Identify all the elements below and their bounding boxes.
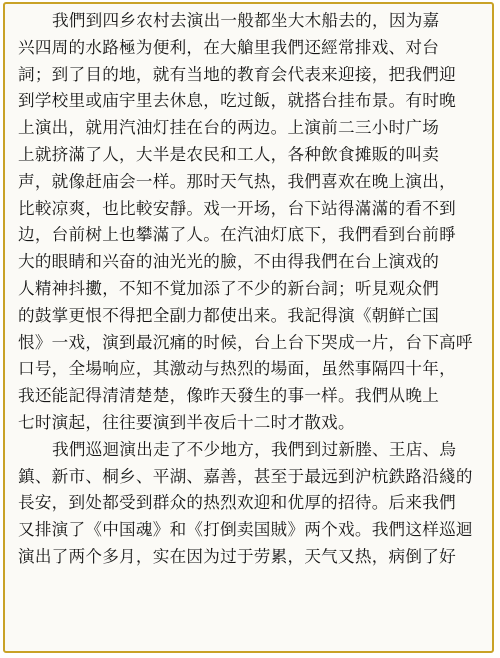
text-line: 恨》一戏，演到最沉痛的时候，台上台下哭成一片，台下高呼 xyxy=(18,332,473,352)
text-line: 詞；到了目的地，就有当地的教育会代表来迎接，把我們迎 xyxy=(18,64,456,84)
text-line: 七时演起，往往要演到半夜后十二时才散戏。 xyxy=(18,412,355,432)
text-line: 比較凉爽，也比較安靜。戏一开场，台下站得滿滿的看不到 xyxy=(18,198,456,218)
document-body xyxy=(18,8,484,571)
text-line: 口号，全場响应，其激动与热烈的場面，虽然事隔四十年， xyxy=(18,359,456,379)
text-line: 上演出，就用汽油灯挂在台的两边。上演前二三小时广场 xyxy=(18,118,440,138)
text-line: 声，就像赶庙会一样。那时天气热，我們喜欢在晚上演出， xyxy=(18,171,456,191)
text-line: 上就挤滿了人，大半是农民和工人，各种飲食摊販的叫卖 xyxy=(18,144,440,164)
text-line: 我們巡迴演出走了不少地方，我們到过新塍、王店、烏 xyxy=(52,439,457,459)
text-line: 人精神抖擻，不知不覚加添了不少的新台詞；听見观众們 xyxy=(18,278,440,298)
text-line: 我还能記得清清楚楚，像昨天發生的事一样。我們从晚上 xyxy=(18,386,440,406)
text-line: 鎮、新市、桐乡、平湖、嘉善，甚至于最远到沪杭鉄路沿綫的 xyxy=(18,466,473,486)
text-line: 我們到四乡农村去演出一般都坐大木船去的，因为嘉 xyxy=(52,11,440,30)
text-line: 又排演了《中国魂》和《打倒卖国賊》两个戏。我們这样巡迴 xyxy=(18,520,473,540)
text-line: 边，台前树上也攀滿了人。在汽油灯底下，我們看到台前睜 xyxy=(18,225,456,245)
text-line: 兴四周的水路極为便利，在大艙里我們还經常排戏、对台 xyxy=(18,37,440,57)
text-line: 的鼓掌更恨不得把全副力都使出来。我記得演《朝鲜亡国 xyxy=(18,305,440,325)
text-line: 長安，到处都受到群众的热烈欢迎和优厚的招待。后来我們 xyxy=(18,493,456,513)
text-line: 演出了两个多月，实在因为过于劳累，天气又热，病倒了好 xyxy=(18,546,456,566)
text-line: 到学校里或庙宇里去休息，吃过飯，就搭台挂布景。有时晚 xyxy=(18,91,456,111)
text-line: 大的眼睛和兴奋的油光光的臉，不由得我們在台上演戏的 xyxy=(18,252,440,272)
